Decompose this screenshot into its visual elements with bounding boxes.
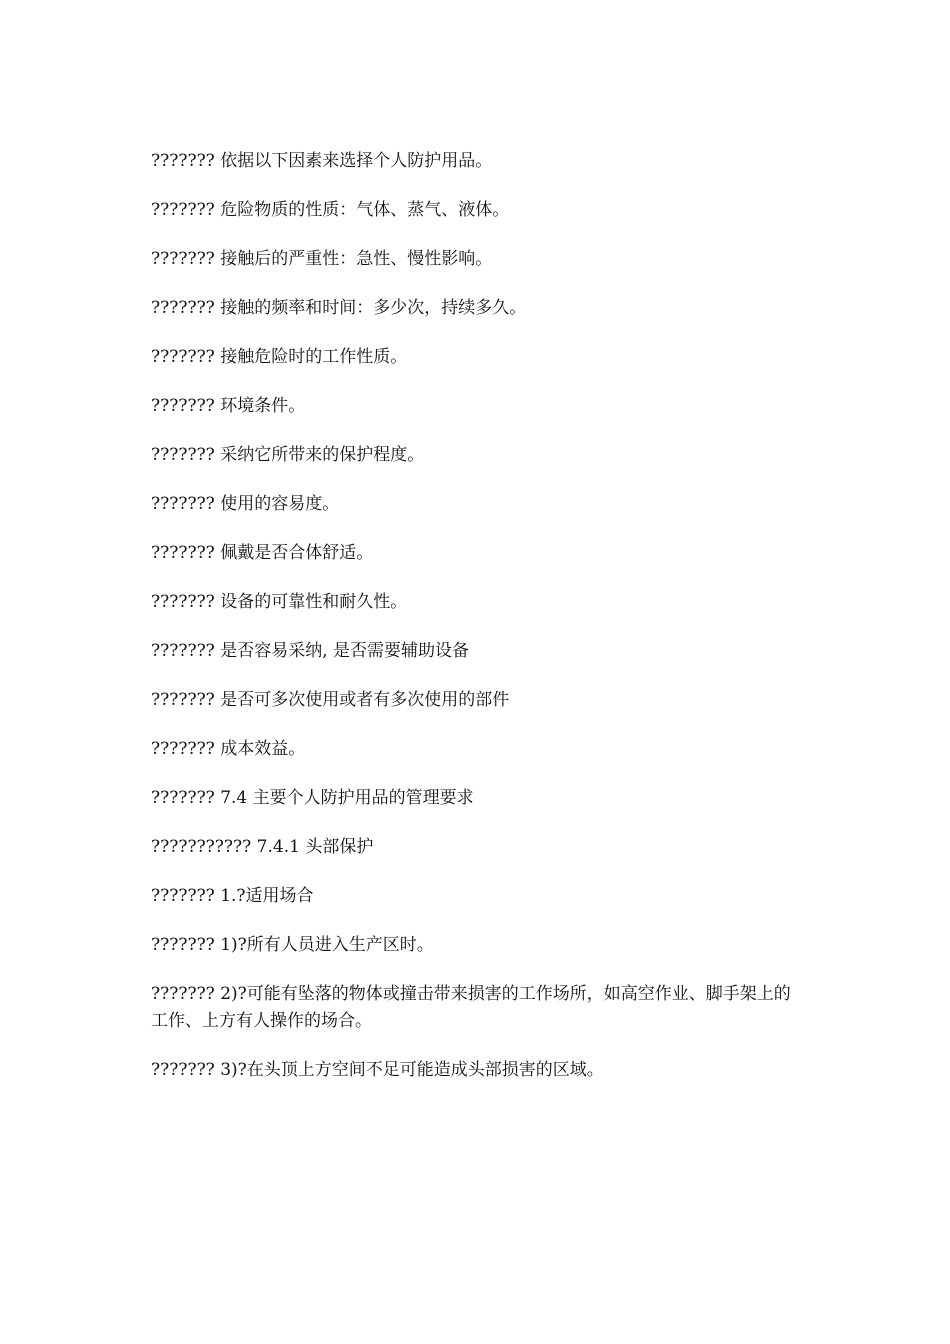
paragraph-frequency: ??????? 接触的频率和时间：多少次，持续多久。	[151, 298, 527, 318]
paragraph-comfort: ??????? 佩戴是否合体舒适。	[151, 543, 374, 563]
paragraph-reliability: ??????? 设备的可靠性和耐久性。	[151, 592, 408, 612]
paragraph-cost-benefit: ??????? 成本效益。	[151, 739, 306, 759]
paragraph-selection-factors: ??????? 依据以下因素来选择个人防护用品。	[151, 151, 493, 171]
paragraph-severity: ??????? 接触后的严重性：急性、慢性影响。	[151, 249, 493, 269]
section-heading-7-4-1: ??????????? 7.4.1 头部保护	[151, 837, 374, 857]
paragraph-hazard-nature: ??????? 危险物质的性质：气体、蒸气、液体。	[151, 200, 510, 220]
paragraph-reusable: ??????? 是否可多次使用或者有多次使用的部件	[151, 690, 510, 710]
paragraph-ease-of-use: ??????? 使用的容易度。	[151, 494, 340, 514]
subheading-applicable-scenarios: ??????? 1.?适用场合	[151, 886, 314, 906]
list-item-2: ??????? 2)?可能有坠落的物体或撞击带来损害的工作场所，如高空作业、脚手架上的工作、上方有人操作的场合。	[151, 984, 791, 1031]
document-body	[151, 148, 801, 1106]
list-item-1: ??????? 1)?所有人员进入生产区时。	[151, 935, 434, 955]
paragraph-work-nature: ??????? 接触危险时的工作性质。	[151, 347, 408, 367]
paragraph-protection-level: ??????? 采纳它所带来的保护程度。	[151, 445, 425, 465]
paragraph-environment: ??????? 环境条件。	[151, 396, 306, 416]
paragraph-adoption: ??????? 是否容易采纳, 是否需要辅助设备	[151, 641, 470, 661]
list-item-3: ??????? 3)?在头顶上方空间不足可能造成头部损害的区域。	[151, 1060, 604, 1080]
section-heading-7-4: ??????? 7.4 主要个人防护用品的管理要求	[151, 788, 474, 808]
